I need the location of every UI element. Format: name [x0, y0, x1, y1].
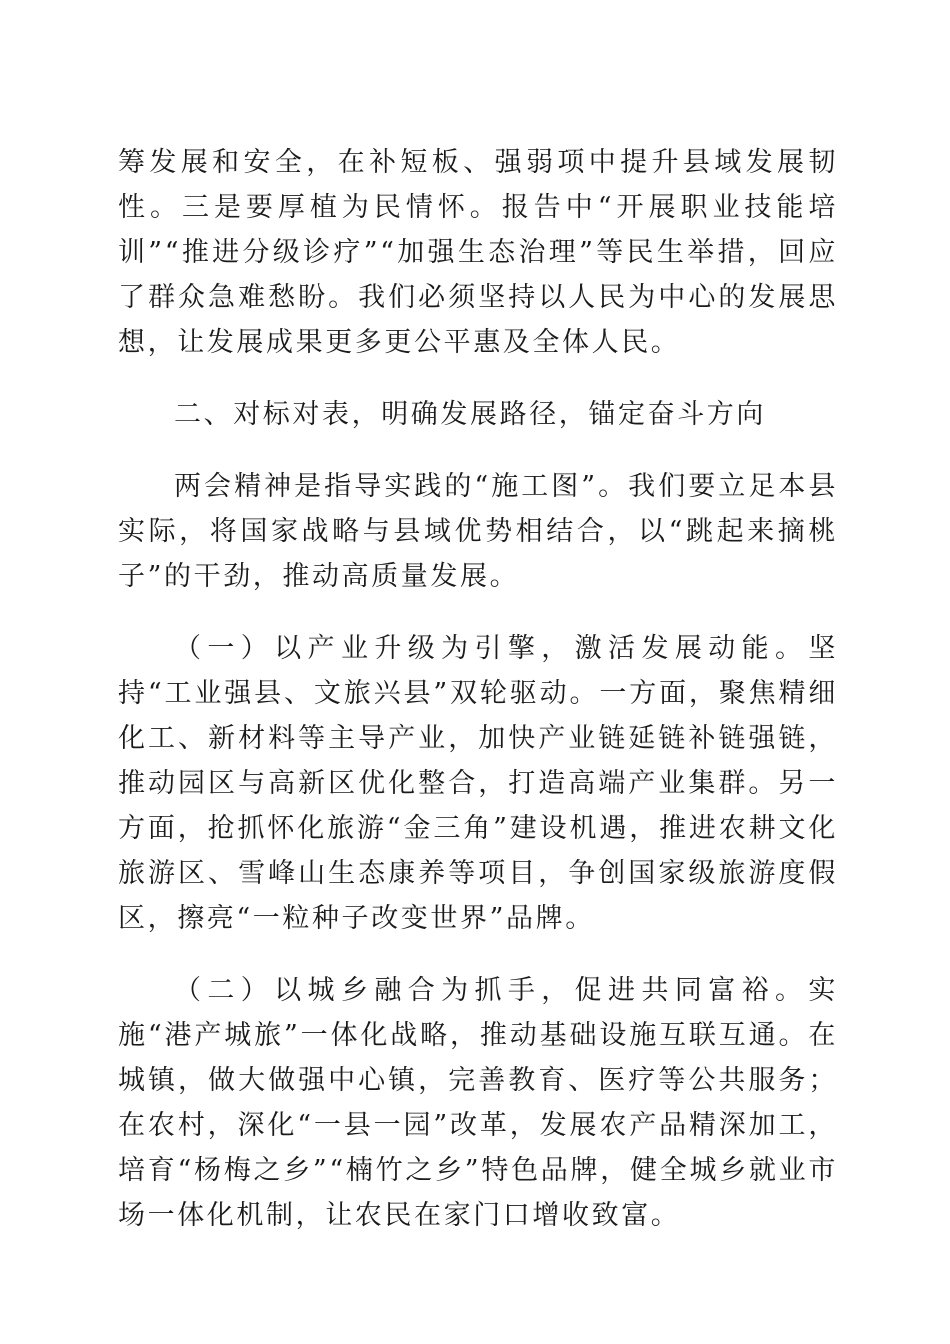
section-heading: 二、对标对表，明确发展路径，锚定奋斗方向 [174, 399, 766, 430]
paragraph-industry: （一）以产业升级为引擎，激活发展动能。坚持“工业强县、文旅兴县”双轮驱动。一方面，聚焦精细化工、新材料等主导产业，加快产业链延链补链强链，推动园区与高新区优化整合，打造高端产业集群。另一方面，抢抓怀化旅游“金三角”建设机遇，推进农耕文化旅游区、雪峰山生态康养等项目，争创国家级旅游度假区，擦亮“一粒种子改变世界”品牌。 [118, 633, 838, 934]
document-body [118, 140, 838, 1265]
paragraph-urban-rural: （二）以城乡融合为抓手，促进共同富裕。实施“港产城旅”一体化战略，推动基础设施互联互通。在城镇，做大做强中心镇，完善教育、医疗等公共服务；在农村，深化“一县一园”改革，发展农产品精深加工，培育“杨梅之乡”“楠竹之乡”特色品牌，健全城乡就业市场一体化机制，让农民在家门口增收致富。 [118, 975, 838, 1231]
paragraph-intro: 两会精神是指导实践的“施工图”。我们要立足本县实际，将国家战略与县域优势相结合，以“跳起来摘桃子”的干劲，推动高质量发展。 [118, 471, 838, 592]
paragraph-continuation: 筹发展和安全，在补短板、强弱项中提升县域发展韧性。三是要厚植为民情怀。报告中“开展职业技能培训”“推进分级诊疗”“加强生态治理”等民生举措，回应了群众急难愁盼。我们必须坚持以人民为中心的发展思想，让发展成果更多更公平惠及全体人民。 [118, 147, 838, 358]
